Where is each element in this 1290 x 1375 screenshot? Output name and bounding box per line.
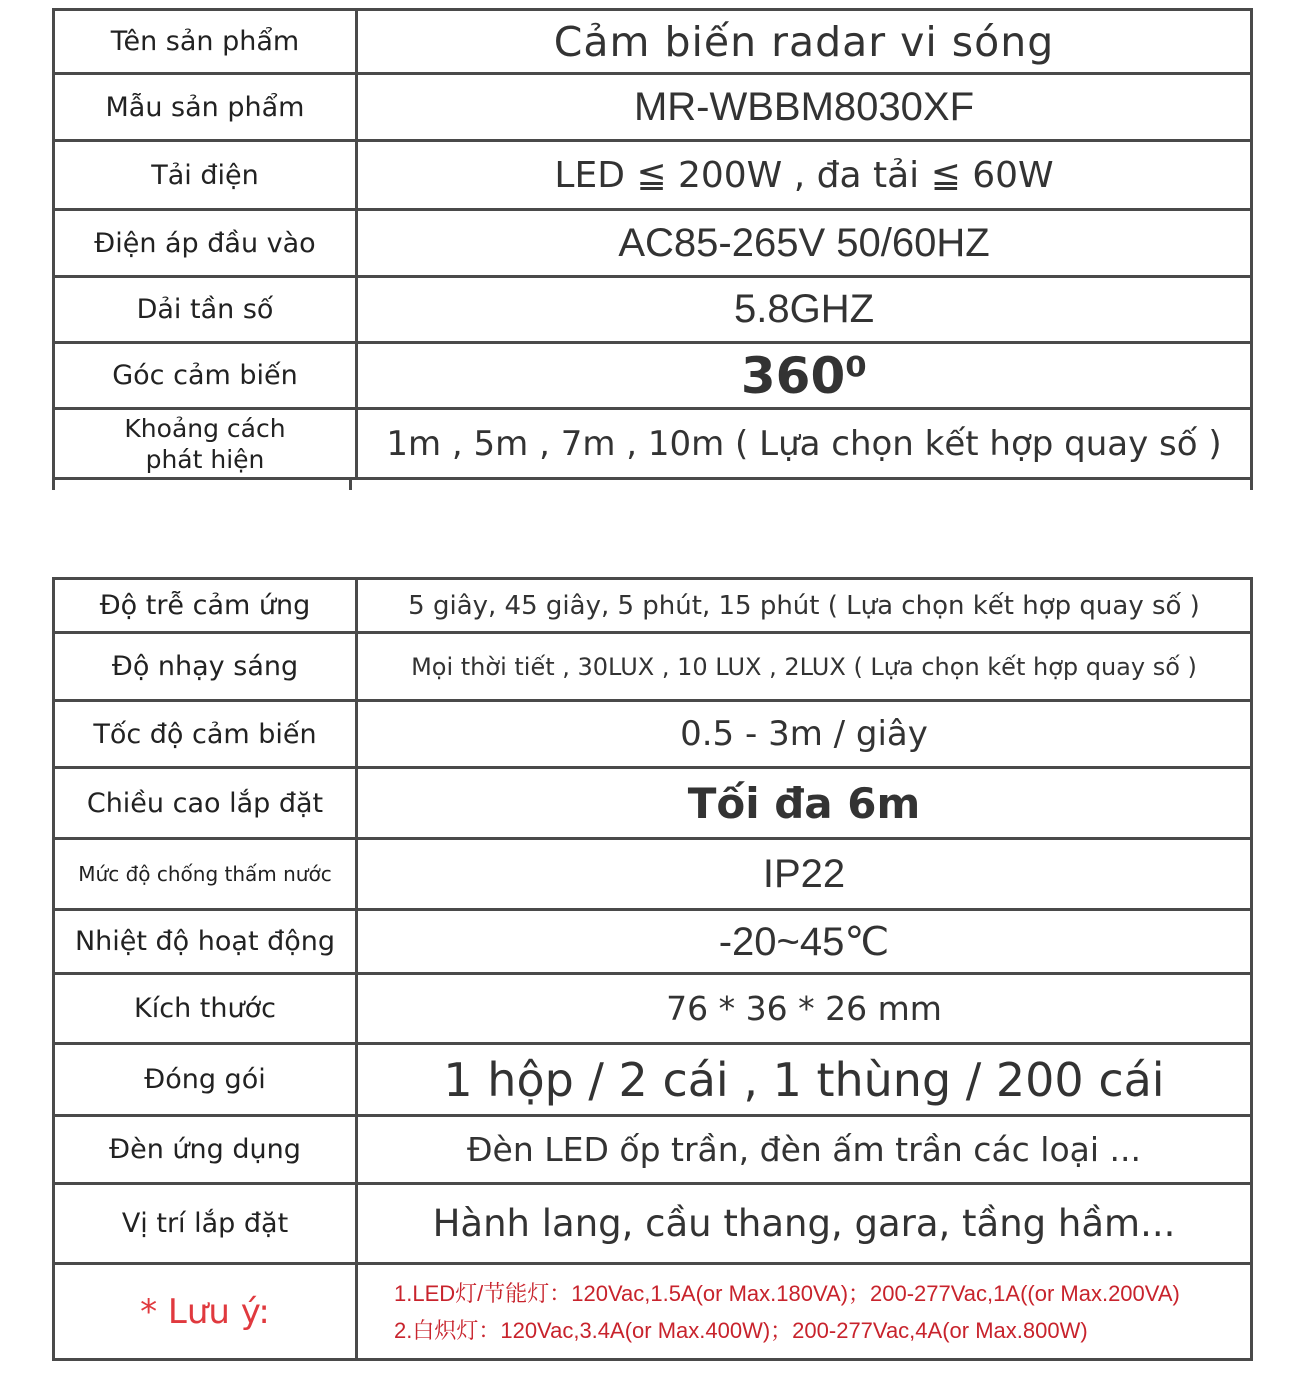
row-value: Hành lang, cầu thang, gara, tầng hầm... [357, 1184, 1252, 1264]
note-row [54, 1264, 1252, 1360]
table-border-stub [1250, 478, 1253, 490]
row-label: Điện áp đầu vào [54, 210, 357, 277]
row-value: 0.5 - 3m / giây [357, 701, 1252, 768]
row-value: 1m , 5m , 7m , 10m ( Lựa chọn kết hợp quay số ) [357, 409, 1252, 479]
note-label: * Lưu ý: [54, 1264, 357, 1360]
table-border-stub [52, 478, 55, 490]
row-value: 76 * 36 * 26 mm [357, 974, 1252, 1044]
row-value: IP22 [357, 839, 1252, 910]
row-value: 5.8GHZ [357, 277, 1252, 343]
table-row [54, 768, 1252, 839]
table-row [54, 74, 1252, 141]
table-row [54, 633, 1252, 701]
row-label: Độ nhạy sáng [54, 633, 357, 701]
row-value: AC85-265V 50/60HZ [357, 210, 1252, 277]
row-value: Tối đa 6m [357, 768, 1252, 839]
row-label [54, 409, 357, 479]
table-row [54, 210, 1252, 277]
row-label-line: Khoảng cách [124, 413, 286, 443]
row-label: Chiều cao lắp đặt [54, 768, 357, 839]
row-label: Tên sản phẩm [54, 10, 357, 74]
row-value: 5 giây, 45 giây, 5 phút, 15 phút ( Lựa chọn kết hợp quay số ) [357, 579, 1252, 633]
row-value: 1 hộp / 2 cái , 1 thùng / 200 cái [357, 1044, 1252, 1116]
row-value: Cảm biến radar vi sóng [357, 10, 1252, 74]
row-value: 360⁰ [357, 343, 1252, 409]
spec-table-bottom [52, 577, 1253, 1361]
row-label: Tải điện [54, 141, 357, 210]
table-row [54, 974, 1252, 1044]
row-value: LED ≦ 200W , đa tải ≦ 60W [357, 141, 1252, 210]
table-row [54, 343, 1252, 409]
row-label: Độ trễ cảm ứng [54, 579, 357, 633]
table-row [54, 10, 1252, 74]
row-value: Mọi thời tiết , 30LUX , 10 LUX , 2LUX ( Lựa chọn kết hợp quay số ) [357, 633, 1252, 701]
table-row [54, 1044, 1252, 1116]
row-label: Đèn ứng dụng [54, 1116, 357, 1184]
row-label: Dải tần số [54, 277, 357, 343]
note-line-1: 1.LED灯/节能灯：120Vac,1.5A(or Max.180VA)；200-277Vac,1A((or Max.200VA) [394, 1280, 1180, 1306]
spec-table-top [52, 8, 1253, 480]
row-label: Đóng gói [54, 1044, 357, 1116]
row-label: Tốc độ cảm biến [54, 701, 357, 768]
row-label: Nhiệt độ hoạt động [54, 910, 357, 974]
table-row [54, 701, 1252, 768]
row-value: -20~45℃ [357, 910, 1252, 974]
table-border-stub [349, 478, 352, 490]
table-row [54, 1116, 1252, 1184]
row-label: Góc cảm biến [54, 343, 357, 409]
row-label: Kích thước [54, 974, 357, 1044]
row-label: Vị trí lắp đặt [54, 1184, 357, 1264]
table-row [54, 839, 1252, 910]
note-content [357, 1264, 1252, 1360]
table-row [54, 141, 1252, 210]
row-value: MR-WBBM8030XF [357, 74, 1252, 141]
row-label: Mức độ chống thấm nước [54, 839, 357, 910]
table-row [54, 579, 1252, 633]
table-row [54, 277, 1252, 343]
row-label: Mẫu sản phẩm [54, 74, 357, 141]
note-line-2: 2.白炽灯：120Vac,3.4A(or Max.400W)；200-277Vac,4A(or Max.800W) [394, 1317, 1088, 1343]
row-label-line: phát hiện [145, 444, 265, 474]
table-row [54, 1184, 1252, 1264]
table-row [54, 409, 1252, 479]
table-row [54, 910, 1252, 974]
row-value: Đèn LED ốp trần, đèn ấm trần các loại ... [357, 1116, 1252, 1184]
